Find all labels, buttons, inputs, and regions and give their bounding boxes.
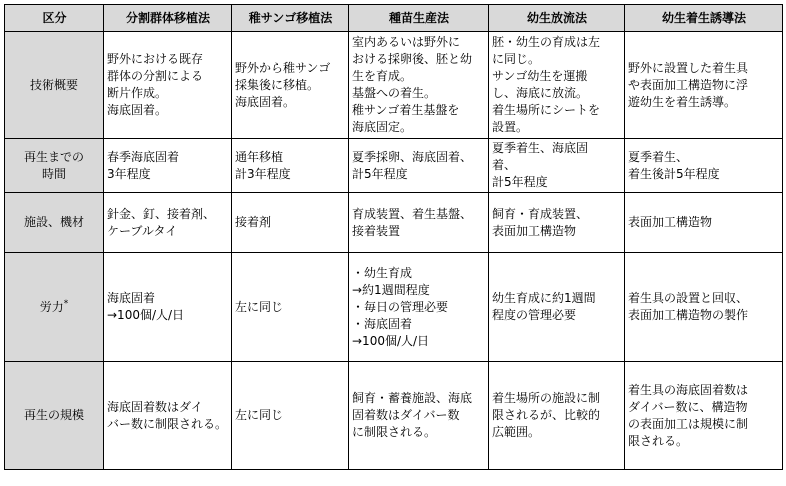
table-row [5, 139, 783, 193]
corner-header: 区分 [5, 5, 104, 32]
table-cell: 表面加工構造物 [625, 193, 783, 253]
table-cell: 野外における既存 群体の分割による 断片作成。 海底固着。 [104, 32, 232, 139]
table-row [5, 193, 783, 253]
table-cell: 着生場所の施設に制 限されるが、比較的 広範囲。 [489, 362, 625, 470]
row-header: 施設、機材 [5, 193, 104, 253]
table-cell: 着生具の海底固着数は ダイバー数に、構造物 の表面加工は規模に制 限される。 [625, 362, 783, 470]
table-cell: 通年移植 計3年程度 [232, 139, 349, 193]
table-cell: 海底固着 →100個/人/日 [104, 253, 232, 362]
table-cell: 海底固着数はダイ バー数に制限される。 [104, 362, 232, 470]
table-cell: 野外から稚サンゴ 採集後に移植。 海底固着。 [232, 32, 349, 139]
table-row [5, 32, 783, 139]
row-header [5, 253, 104, 362]
column-header: 幼生着生誘導法 [625, 5, 783, 32]
table-cell: 左に同じ [232, 362, 349, 470]
table-cell: 接着剤 [232, 193, 349, 253]
table-cell: 室内あるいは野外に おける採卵後、胚と幼 生を育成。 基盤への着生。 稚サンゴ着生基盤を 海底固定。 [349, 32, 489, 139]
row-header: 技術概要 [5, 32, 104, 139]
column-header: 分割群体移植法 [104, 5, 232, 32]
table-cell: 野外に設置した着生具 や表面加工構造物に浮 遊幼生を着生誘導。 [625, 32, 783, 139]
comparison-table [4, 4, 783, 470]
column-header: 稚サンゴ移植法 [232, 5, 349, 32]
footnote-mark: * [63, 298, 69, 309]
table-row [5, 253, 783, 362]
table-cell: 胚・幼生の育成は左 に同じ。 サンゴ幼生を運搬 し、海底に放流。 着生場所にシートを 設置。 [489, 32, 625, 139]
column-header: 幼生放流法 [489, 5, 625, 32]
table-cell: 夏季着生、海底固 着、 計5年程度 [489, 139, 625, 193]
row-header-label: 労力 [39, 299, 64, 314]
header-row [5, 5, 783, 32]
table-row [5, 362, 783, 470]
table-cell: 夏季採卵、海底固着、 計5年程度 [349, 139, 489, 193]
table-cell: ・幼生育成 →約1週間程度 ・毎日の管理必要 ・海底固着 →100個/人/日 [349, 253, 489, 362]
column-header: 種苗生産法 [349, 5, 489, 32]
table-cell: 春季海底固着 3年程度 [104, 139, 232, 193]
table-cell: 針金、釘、接着剤、 ケーブルタイ [104, 193, 232, 253]
table-cell: 育成装置、着生基盤、 接着装置 [349, 193, 489, 253]
row-header: 再生の規模 [5, 362, 104, 470]
table-cell: 左に同じ [232, 253, 349, 362]
table-cell: 着生具の設置と回収、 表面加工構造物の製作 [625, 253, 783, 362]
row-header: 再生までの 時間 [5, 139, 104, 193]
table-cell: 夏季着生、 着生後計5年程度 [625, 139, 783, 193]
table-cell: 飼育・育成装置、 表面加工構造物 [489, 193, 625, 253]
table-cell: 飼育・蓄養施設、海底 固着数はダイバー数 に制限される。 [349, 362, 489, 470]
table-cell: 幼生育成に約1週間 程度の管理必要 [489, 253, 625, 362]
